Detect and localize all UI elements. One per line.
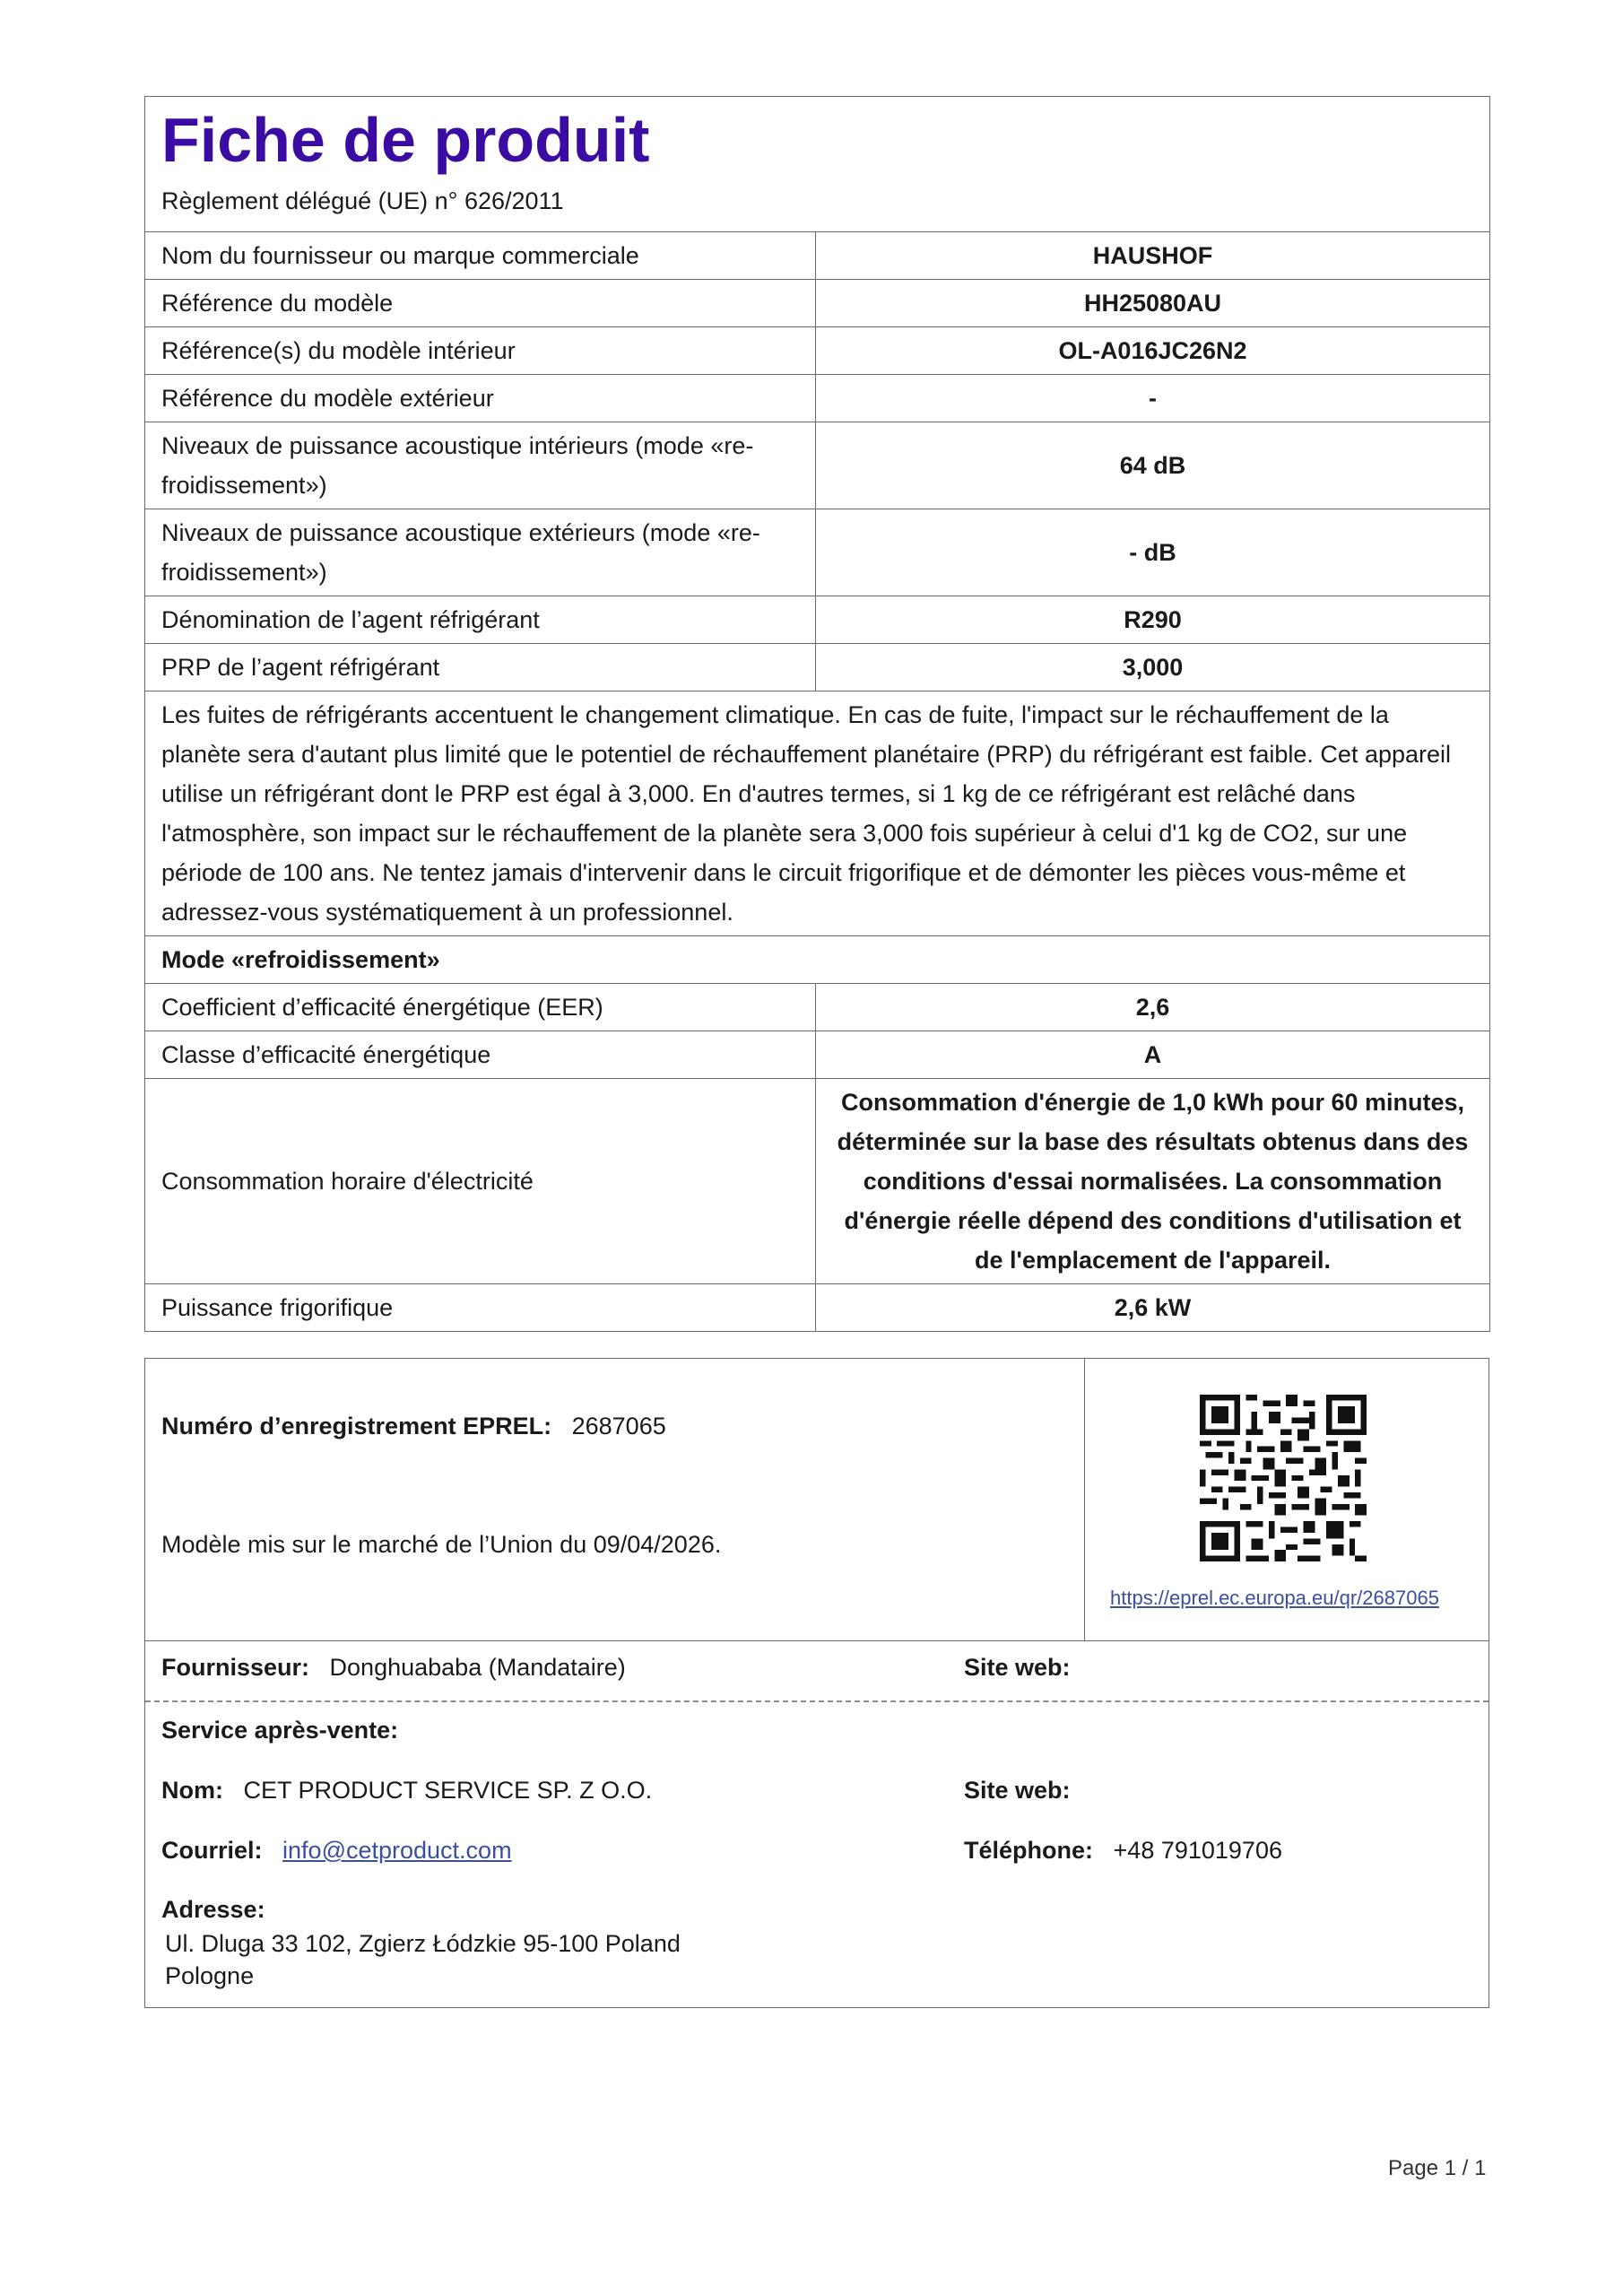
row-label: Dénomination de l’agent réfrigérant xyxy=(145,596,816,644)
registration-box xyxy=(144,1358,1489,2008)
eprel-number-label: Numéro d’enregistrement EPREL: xyxy=(161,1413,552,1439)
service-website xyxy=(964,1777,1071,1805)
service-phone xyxy=(964,1837,1282,1865)
energy-class-label: Classe d’efficacité énergétique xyxy=(145,1031,816,1079)
eprel-section xyxy=(145,1359,1488,1641)
row-value: OL-A016JC26N2 xyxy=(816,327,1490,375)
eer-label: Coefficient d’efficacité énergétique (EER) xyxy=(145,984,816,1031)
row-label: PRP de l’agent réfrigérant xyxy=(145,644,816,691)
refrigerant-notice: Les fuites de réfrigérants accentuent le changement climatique. En cas de fuite, l'impact sur le réchauffement de la planète sera d'autant plus limité que le potentiel de réchauffement planétaire (PRP) du réfrigérant est faible. Cet appareil utilise un réfrigérant dont le PRP est égal à 3,000. En d'autres termes, si 1 kg de ce réfrigérant est relâché dans l'atmosphère, son impact sur le réchauffement de la planète sera 3,000 fois supérieur à celui d'1 kg de CO2, sur une période de 100 ans. Ne tentez jamais d'intervenir dans le circuit frigorifique et de démonter les pièces vous-même et adressez-vous systématiquement à un professionnel. xyxy=(145,691,1490,936)
service-address-line1: Ul. Dluga 33 102, Zgierz Łódzkie 95-100 Poland xyxy=(165,1930,681,1957)
row-label: Niveaux de puissance acoustique intérieurs (mode «re-froidissement») xyxy=(145,422,816,509)
header-cell xyxy=(145,97,1490,232)
service-address-label: Adresse: xyxy=(161,1896,265,1923)
row-label: Référence(s) du modèle intérieur xyxy=(145,327,816,375)
eprel-qr-link[interactable]: https://eprel.ec.europa.eu/qr/2687065 xyxy=(1110,1587,1439,1609)
row-label: Nom du fournisseur ou marque commerciale xyxy=(145,232,816,280)
cooling-power-value: 2,6 kW xyxy=(816,1284,1490,1332)
service-name-label: Nom: xyxy=(161,1777,223,1804)
page-number: Page 1 / 1 xyxy=(1388,2156,1487,2180)
row-label: Niveaux de puissance acoustique extérieurs (mode «re-froidissement») xyxy=(145,509,816,596)
regulation-subtitle: Règlement délégué (UE) n° 626/2011 xyxy=(161,187,564,214)
eprel-info xyxy=(145,1359,1085,1640)
table-row xyxy=(145,644,1490,691)
supplier-website-label: Site web: xyxy=(964,1654,1071,1681)
product-sheet xyxy=(144,96,1489,1332)
after-sales-service xyxy=(145,1702,1488,2007)
qr-code-icon[interactable] xyxy=(1200,1395,1367,1561)
table-row xyxy=(145,1079,1490,1284)
table-row xyxy=(145,1284,1490,1332)
service-email-label: Courriel: xyxy=(161,1837,263,1864)
row-value: - xyxy=(816,375,1490,422)
eprel-number xyxy=(161,1413,666,1440)
supplier-value: Donghuababa (Mandataire) xyxy=(329,1654,626,1681)
service-email-link[interactable]: info@cetproduct.com xyxy=(282,1837,512,1864)
row-value: - dB xyxy=(816,509,1490,596)
page-title: Fiche de produit xyxy=(161,105,650,175)
row-value: 64 dB xyxy=(816,422,1490,509)
row-label: Référence du modèle xyxy=(145,280,816,327)
row-value: HH25080AU xyxy=(816,280,1490,327)
row-value: HAUSHOF xyxy=(816,232,1490,280)
table-row xyxy=(145,280,1490,327)
market-date-text: Modèle mis sur le marché de l’Union du 09/04/2026. xyxy=(161,1531,722,1558)
table-row xyxy=(145,422,1490,509)
supplier-label: Fournisseur: xyxy=(161,1654,310,1681)
eer-value: 2,6 xyxy=(816,984,1490,1031)
cooling-power-label: Puissance frigorifique xyxy=(145,1284,816,1332)
row-value: 3,000 xyxy=(816,644,1490,691)
consumption-label: Consommation horaire d'électricité xyxy=(145,1079,816,1284)
table-row xyxy=(145,375,1490,422)
service-name-value: CET PRODUCT SERVICE SP. Z O.O. xyxy=(243,1777,653,1804)
service-address-line2: Pologne xyxy=(165,1962,255,1989)
table-row xyxy=(145,984,1490,1031)
supplier-website xyxy=(964,1654,1071,1682)
cooling-mode-heading: Mode «refroidissement» xyxy=(145,936,1490,984)
row-label: Référence du modèle extérieur xyxy=(145,375,816,422)
consumption-value: Consommation d'énergie de 1,0 kWh pour 60 minutes, déterminée sur la base des résultats obtenus dans des conditions d'essai normalisées. La consommation d'énergie réelle dépend des conditions d'utilisation et de l'emplacement de l'appareil. xyxy=(816,1079,1490,1284)
eprel-number-value: 2687065 xyxy=(571,1413,666,1439)
service-phone-label: Téléphone: xyxy=(964,1837,1094,1864)
product-table xyxy=(144,96,1490,1332)
eprel-qr-panel xyxy=(1085,1359,1488,1640)
service-phone-value: +48 791019706 xyxy=(1113,1837,1282,1864)
supplier-row xyxy=(145,1641,1488,1702)
energy-class-value: A xyxy=(816,1031,1490,1079)
table-row xyxy=(145,232,1490,280)
row-value: R290 xyxy=(816,596,1490,644)
service-email xyxy=(161,1837,512,1865)
service-heading: Service après-vente: xyxy=(161,1717,399,1744)
service-name xyxy=(161,1777,652,1805)
service-website-label: Site web: xyxy=(964,1777,1071,1804)
table-row xyxy=(145,327,1490,375)
supplier xyxy=(161,1654,626,1682)
table-row xyxy=(145,509,1490,596)
table-row xyxy=(145,596,1490,644)
table-row xyxy=(145,1031,1490,1079)
